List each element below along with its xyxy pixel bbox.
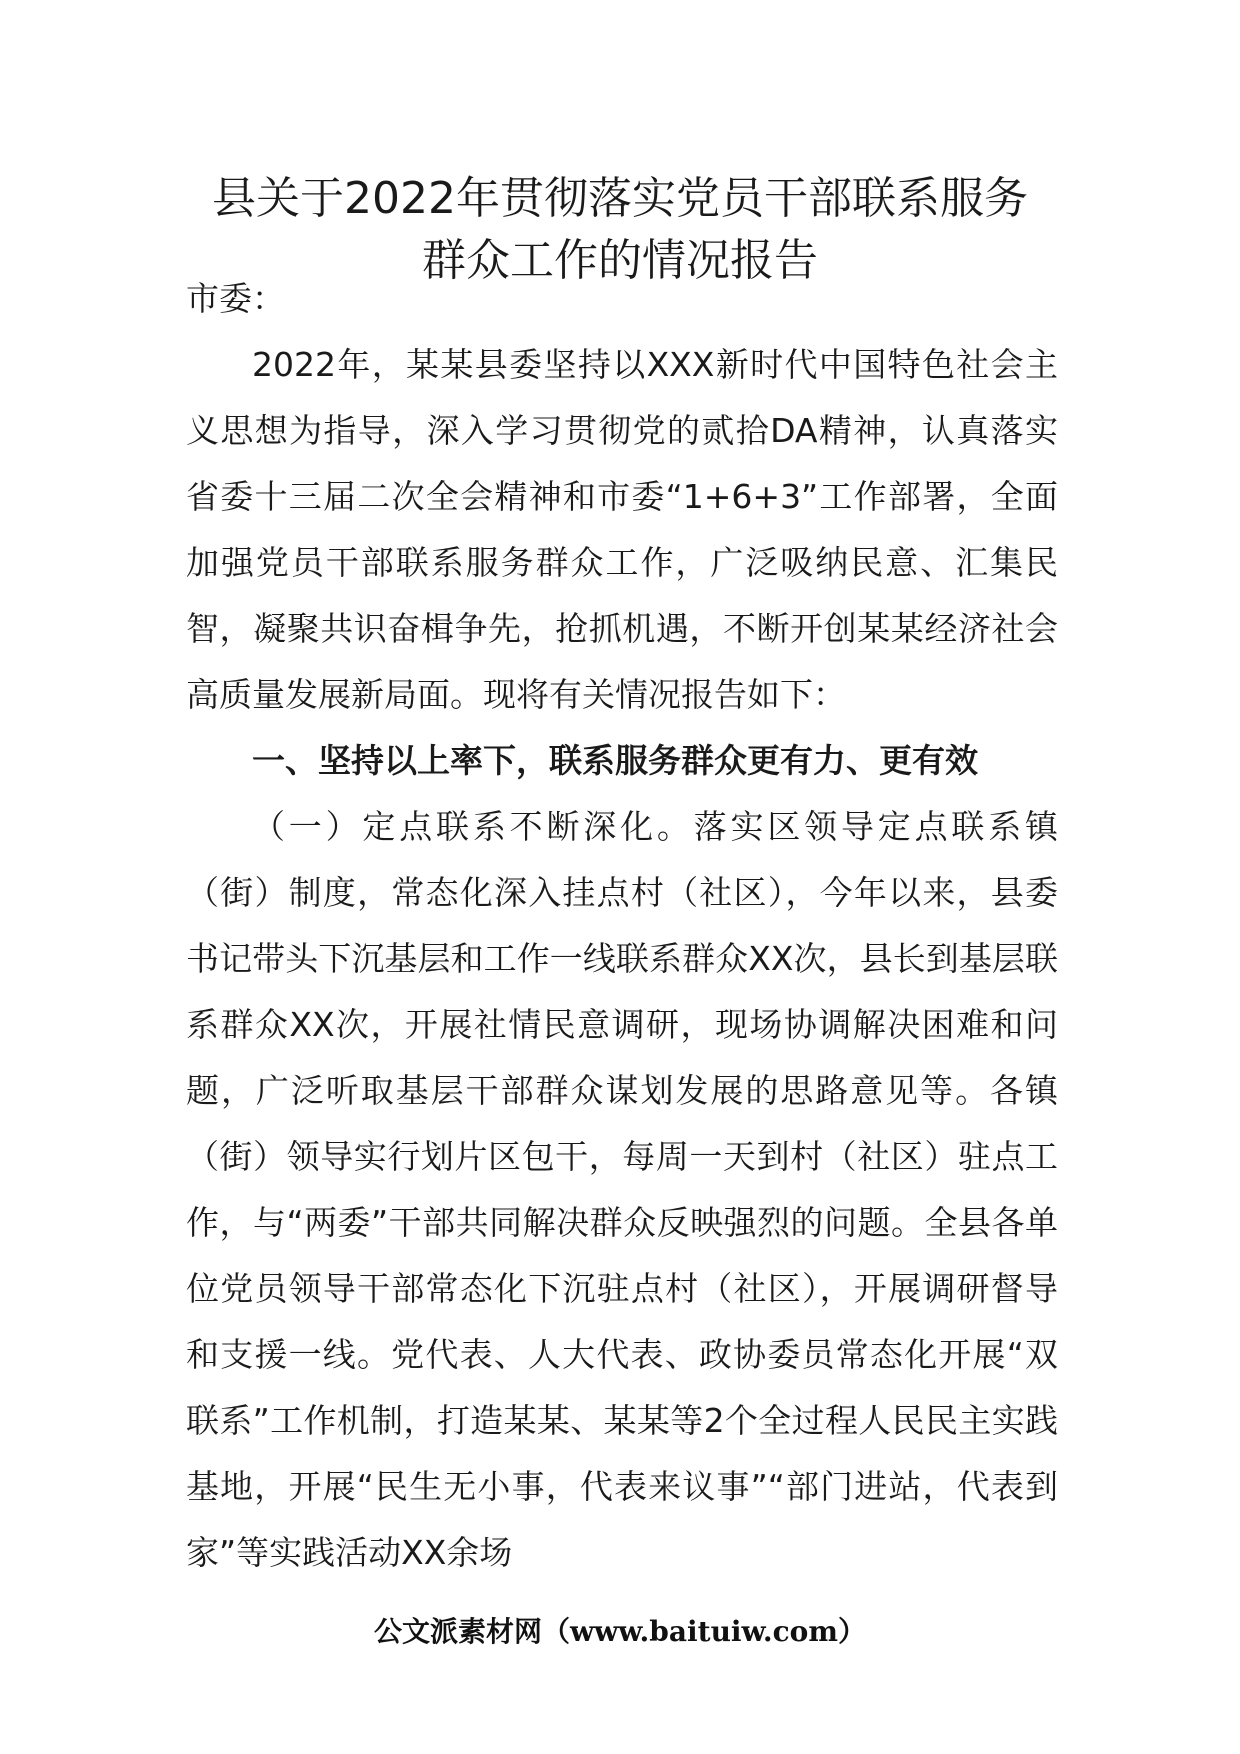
document-title-line-2: 群众工作的情况报告 [422, 235, 818, 286]
paragraph-intro: 2022年，某某县委坚持以XXX新时代中国特色社会主义思想为指导，深入学习贯彻党的贰拾DA精神，认真落实省委十三届二次全会精神和市委“1+6+3”工作部署，全面加强党员干部联系服务群众工作，广泛吸纳民意、汇集民智，凝聚共识奋楫争先，抢抓机遇，不断开创某某经济社会高质量发展新局面。现将有关情况报告如下： [186, 345, 1058, 714]
document-body [186, 266, 1058, 1586]
document-title-line-1: 县关于2022年贯彻落实党员干部联系服务 [212, 173, 1028, 224]
paragraph-1-1: （一）定点联系不断深化。落实区领导定点联系镇（街）制度，常态化深入挂点村（社区），今年以来，县委书记带头下沉基层和工作一线联系群众XX次，县长到基层联系群众XX次，开展社情民意调研，现场协调解决困难和问题，广泛听取基层干部群众谋划发展的思路意见等。各镇（街）领导实行划片区包干，每周一天到村（社区）驻点工作，与“两委”干部共同解决群众反映强烈的问题。全县各单位党员领导干部常态化下沉驻点村（社区），开展调研督导和支援一线。党代表、人大代表、政协委员常态化开展“双联系”工作机制，打造某某、某某等2个全过程人民民主实践基地，开展“民生无小事，代表来议事”“部门进站，代表到家”等实践活动XX余场 [186, 807, 1058, 1572]
salutation: 市委： [186, 279, 285, 318]
footer-watermark: 公文派素材网（www.baituiw.com） [374, 1615, 866, 1648]
section-heading-1: 一、坚持以上率下，联系服务群众更有力、更有效 [252, 741, 978, 780]
